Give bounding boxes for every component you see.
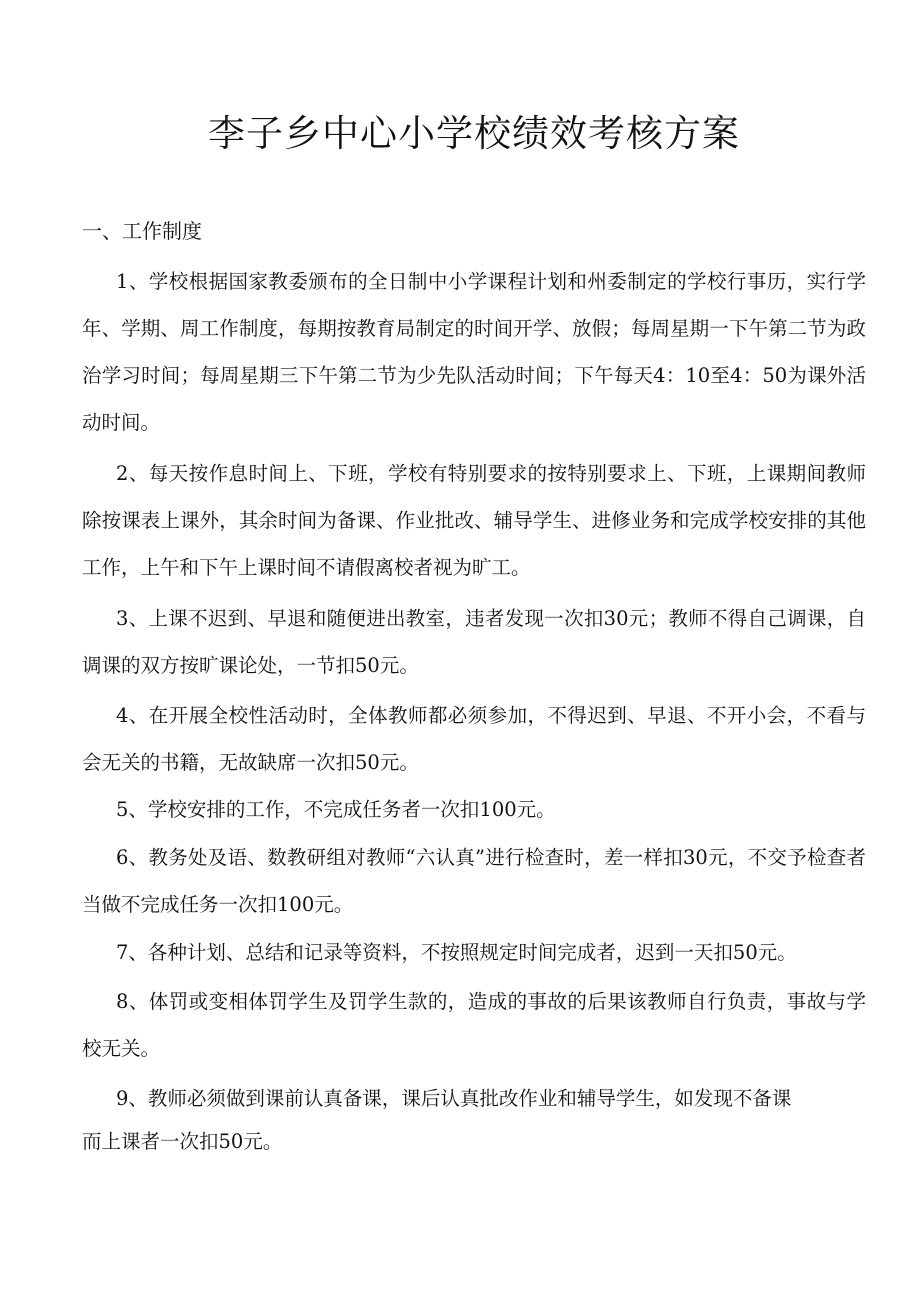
paragraph-1: 1、学校根据国家教委颁布的全日制中小学课程计划和州委制定的学校行事历，实行学年、学期、周工作制度，每期按教育局制定的时间开学、放假；每周星期一下午第二节为政治学习时间；每周星期三下午第二节为少先队活动时间；下午每天4：10至4：50为课外活动时间。 [82,270,866,434]
section-heading: 一、工作制度 [82,219,202,243]
paragraph-8: 8、体罚或变相体罚学生及罚学生款的，造成的事故的后果该教师自行负责，事故与学校无关。 [82,990,866,1060]
paragraph-9-line-2: 而上课者一次扣50元。 [82,1130,283,1153]
paragraph-6: 6、教务处及语、数教研组对教师“六认真”进行检查时，差一样扣30元，不交予检查者当做不完成任务一次扣100元。 [82,846,866,916]
paragraph-7: 7、各种计划、总结和记录等资料，不按照规定时间完成者，迟到一天扣50元。 [116,941,797,964]
paragraph-9-line-1: 9、教师必须做到课前认真备课，课后认真批改作业和辅导学生，如发现不备课 [116,1087,792,1110]
paragraph-4: 4、在开展全校性活动时，全体教师都必须参加，不得迟到、早退、不开小会，不看与会无关的书籍，无故缺席一次扣50元。 [82,704,866,774]
document-title: 李子乡中心小学校绩效考核方案 [208,112,740,155]
paragraph-3: 3、上课不迟到、早退和随便进出教室，违者发现一次扣30元；教师不得自己调课，自调课的双方按旷课论处，一节扣50元。 [82,607,866,677]
paragraph-5: 5、学校安排的工作，不完成任务者一次扣100元。 [116,798,556,821]
paragraph-2: 2、每天按作息时间上、下班，学校有特别要求的按特别要求上、下班，上课期间教师除按课表上课外，其余时间为备课、作业批改、辅导学生、进修业务和完成学校安排的其他工作，上午和下午上课时间不请假离校者视为旷工。 [82,462,866,579]
